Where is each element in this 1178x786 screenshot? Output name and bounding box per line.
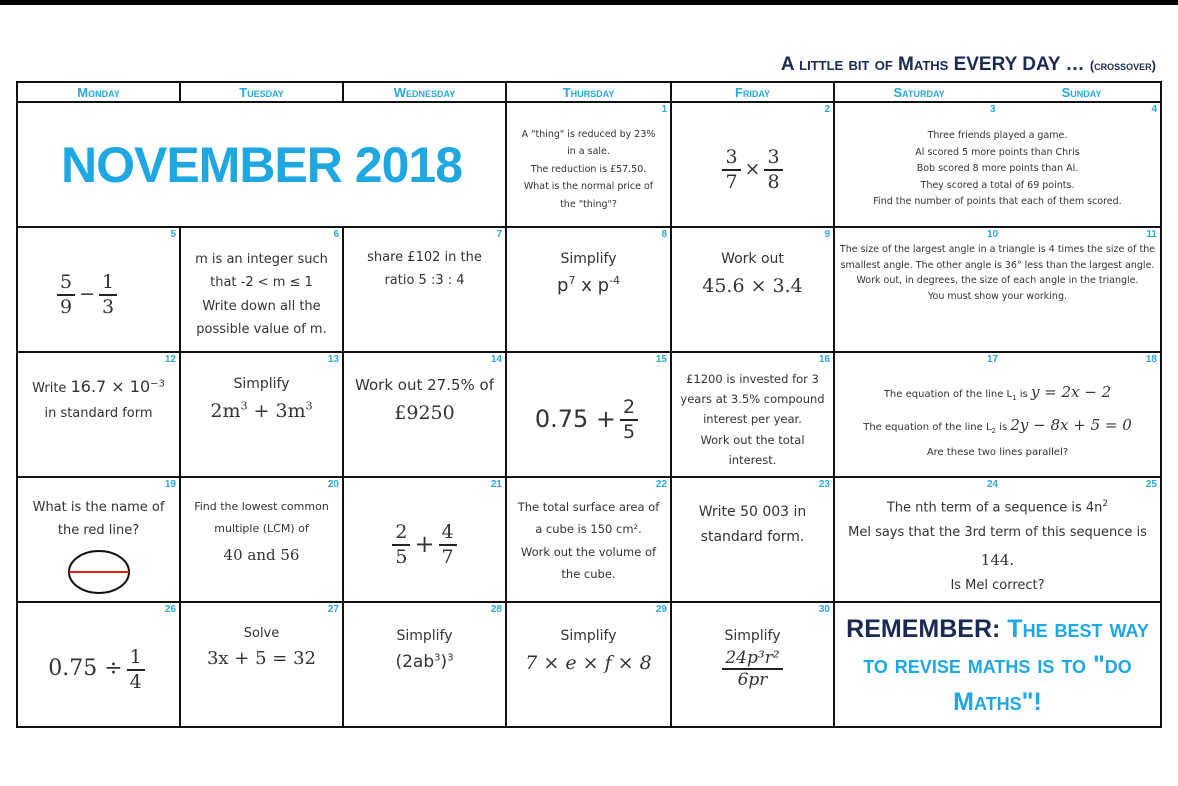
day-cell-2 xyxy=(671,102,834,227)
day-cell-20 xyxy=(180,477,343,602)
question-line: The reduction is £57.50. xyxy=(530,163,647,175)
fraction: $\frac{4}{7}$ xyxy=(439,521,457,569)
question-19 xyxy=(21,492,176,597)
operator: − xyxy=(79,282,96,305)
remember-heading: REMEMBER: xyxy=(846,615,1001,644)
top-border xyxy=(0,0,1178,5)
day-number: 22 xyxy=(655,479,667,490)
day-number: 26 xyxy=(164,604,176,615)
expression: $2m^3 + 3m^3$ xyxy=(210,399,313,423)
question-label: Simplify xyxy=(396,628,453,644)
day-header-saturday: Saturday xyxy=(893,84,945,100)
question-line: Al scored 5 more points than Chris xyxy=(915,146,1080,158)
question-line: 144. xyxy=(980,550,1015,569)
day-number: 30 xyxy=(818,604,830,615)
question-23 xyxy=(675,492,830,597)
question-line: Work out the total xyxy=(700,432,805,447)
question-line: possible value of m. xyxy=(196,321,327,337)
question-3 xyxy=(838,117,1157,222)
question-line: Three friends played a game. xyxy=(927,129,1068,141)
question-line: Is Mel correct? xyxy=(950,578,1045,594)
question-line: interest. xyxy=(728,452,777,467)
question-line: Work out 27.5% of xyxy=(355,376,494,394)
question-16 xyxy=(675,367,830,472)
week-row-1 xyxy=(17,102,1161,227)
day-cell-26 xyxy=(17,602,180,727)
expression: 3x + 5 = 32 xyxy=(206,648,316,670)
question-12 xyxy=(21,367,176,472)
remember-cell xyxy=(834,602,1161,727)
fraction: $\frac{1}{3}$ xyxy=(99,271,117,319)
question-line: Bob scored 8 more points than Al. xyxy=(916,163,1079,175)
question-line: share £102 in the xyxy=(367,250,482,265)
question-20 xyxy=(184,492,339,597)
question-line: The nth term of a sequence is $4n^2$ xyxy=(886,499,1109,516)
circle-diagram xyxy=(66,547,132,597)
question-line: m is an integer such xyxy=(195,251,328,267)
question-line: in a sale. xyxy=(567,146,610,158)
week-row-5 xyxy=(17,602,1161,727)
question-27 xyxy=(184,617,339,722)
question-30 xyxy=(675,617,830,722)
day-cell-10-11 xyxy=(834,227,1161,352)
day-number: 27 xyxy=(327,604,339,615)
question-line: The total surface area of xyxy=(517,500,660,514)
day-number: 19 xyxy=(164,479,176,490)
fraction: $\frac{3}{7}$ xyxy=(722,146,740,194)
week-row-4 xyxy=(17,477,1161,602)
question-label: Simplify xyxy=(724,628,781,644)
day-number: 24 xyxy=(987,479,999,490)
question-line: Are these two lines parallel? xyxy=(926,446,1069,458)
question-6 xyxy=(184,242,339,347)
question-15 xyxy=(510,367,667,472)
question-line: smallest angle. The other angle is 36° less than the largest angle. xyxy=(840,259,1155,271)
day-cell-22 xyxy=(506,477,671,602)
day-cell-3-4 xyxy=(834,102,1161,227)
day-cell-19 xyxy=(17,477,180,602)
question-line: the cube. xyxy=(561,567,616,582)
question-7 xyxy=(347,242,502,347)
question-22 xyxy=(510,492,667,597)
fraction: $\frac{3}{8}$ xyxy=(764,146,782,194)
question-line: You must show your working. xyxy=(927,291,1068,303)
fraction: $\frac{5}{9}$ xyxy=(57,271,75,319)
fraction: $\frac{\text{24p³r²}}{6pr}$ xyxy=(722,648,782,691)
expression: 45.6 × 3.4 xyxy=(702,275,803,298)
day-cell-21 xyxy=(343,477,506,602)
day-cell-5 xyxy=(17,227,180,352)
expression: 40 and 56 xyxy=(223,546,300,564)
day-cell-23 xyxy=(671,477,834,602)
question-line: standard form. xyxy=(700,528,805,545)
day-number: 29 xyxy=(655,604,667,615)
day-number: 9 xyxy=(824,229,830,240)
question-2 xyxy=(675,117,830,222)
question-line: interest per year. xyxy=(703,412,802,427)
day-cell-14 xyxy=(343,352,506,477)
question-label: Simplify xyxy=(560,628,617,644)
day-number: 5 xyxy=(170,229,176,240)
day-number: 13 xyxy=(327,354,339,365)
day-cell-29 xyxy=(506,602,671,727)
question-line: Write down all the xyxy=(202,298,321,314)
question-line: Write 50 003 in xyxy=(698,504,807,520)
question-1 xyxy=(510,117,667,222)
question-14 xyxy=(347,367,502,472)
week-row-2 xyxy=(17,227,1161,352)
question-28 xyxy=(347,617,502,722)
day-cell-1 xyxy=(506,102,671,227)
day-cell-30 xyxy=(671,602,834,727)
fraction: $\frac{1}{4}$ xyxy=(127,646,145,694)
day-header-friday: Friday xyxy=(671,82,834,102)
title-sub: (crossover) xyxy=(1089,58,1156,73)
day-cell-13 xyxy=(180,352,343,477)
question-line: that -2 < m ≤ 1 xyxy=(210,275,313,291)
question-line: Find the number of points that each of them scored. xyxy=(873,196,1122,208)
title-main: A little bit of Maths EVERY DAY … xyxy=(780,54,1085,75)
calendar-grid xyxy=(16,81,1162,728)
equation-line-1: The equation of the line $L_1$ is y = 2x − 2 xyxy=(883,382,1112,402)
question-8 xyxy=(510,242,667,347)
day-number: 28 xyxy=(490,604,502,615)
day-cell-6 xyxy=(180,227,343,352)
day-cell-24-25 xyxy=(834,477,1161,602)
question-line: Work out, in degrees, the size of each angle in the triangle. xyxy=(856,275,1139,287)
day-header-weekend xyxy=(834,82,1161,102)
day-number: 16 xyxy=(818,354,830,365)
question-line: a cube is 150 cm². xyxy=(535,522,642,537)
question-17 xyxy=(838,367,1157,472)
day-number: 6 xyxy=(333,229,339,240)
day-number: 14 xyxy=(490,354,502,365)
equation-line-2: The equation of the line $L_2$ is 2y − 8x + 5 = 0 xyxy=(863,415,1132,435)
month-title: NOVEMBER 2018 xyxy=(60,136,463,193)
question-line: ratio 5 :3 : 4 xyxy=(384,273,465,289)
question-10 xyxy=(838,242,1157,347)
day-cell-12 xyxy=(17,352,180,477)
day-cell-7 xyxy=(343,227,506,352)
fraction: $\frac{2}{5}$ xyxy=(392,521,410,569)
expression: Write $16.7 \times 10^{-3}$ xyxy=(32,377,165,396)
expression: £9250 xyxy=(394,401,455,424)
question-label: Simplify xyxy=(233,376,290,392)
question-line: A "thing" is reduced by 23% xyxy=(521,128,656,140)
question-29 xyxy=(510,617,667,722)
day-header-thursday: Thursday xyxy=(506,82,671,102)
day-number: 8 xyxy=(661,229,667,240)
weekday-header-row xyxy=(17,82,1161,102)
expression: $p^7$ x $p^{-4}$ xyxy=(557,274,620,297)
expression: 7 × e × f × 8 xyxy=(525,652,652,675)
expression: $(2ab^3)^3$ xyxy=(395,652,454,673)
day-number: 21 xyxy=(490,479,502,490)
day-cell-16 xyxy=(671,352,834,477)
day-cell-28 xyxy=(343,602,506,727)
day-number: 7 xyxy=(496,229,502,240)
question-13 xyxy=(184,367,339,472)
day-header-sunday: Sunday xyxy=(1061,84,1102,100)
day-header-wednesday: Wednesday xyxy=(343,82,506,102)
day-number: 23 xyxy=(818,479,830,490)
question-line: They scored a total of 69 points. xyxy=(920,179,1075,191)
day-cell-8 xyxy=(506,227,671,352)
question-5 xyxy=(21,242,176,347)
month-title-cell xyxy=(17,102,506,227)
day-number: 1 xyxy=(661,104,667,115)
remember-text: The best way to revise maths is to "do Maths"! xyxy=(863,615,1149,716)
question-26 xyxy=(21,617,176,722)
question-9 xyxy=(675,242,830,347)
day-number: 3 xyxy=(990,104,996,115)
question-label: Simplify xyxy=(560,251,617,267)
operator: + xyxy=(414,529,435,558)
week-row-3 xyxy=(17,352,1161,477)
question-line: The size of the largest angle in a triangle is 4 times the size of the xyxy=(839,244,1156,255)
expression: 0.75 ÷ xyxy=(48,656,123,682)
operator: × xyxy=(744,157,761,180)
question-line: Mel says that the 3rd term of this sequence is xyxy=(848,525,1147,541)
question-line: the "thing"? xyxy=(560,198,617,210)
question-line: in standard form xyxy=(44,405,153,421)
day-number: 18 xyxy=(1145,354,1157,365)
day-header-tuesday: Tuesday xyxy=(180,82,343,102)
day-cell-17-18 xyxy=(834,352,1161,477)
question-line: £1200 is invested for 3 xyxy=(686,372,819,387)
day-number: 15 xyxy=(655,354,667,365)
day-number: 10 xyxy=(987,229,999,240)
question-line: multiple (LCM) of xyxy=(214,522,309,535)
day-header-monday: Monday xyxy=(17,82,180,102)
question-label: Solve xyxy=(243,626,280,641)
question-line: Work out the volume of xyxy=(520,544,657,559)
day-number: 2 xyxy=(824,104,830,115)
question-line: What is the name of xyxy=(32,500,165,515)
question-line: years at 3.5% compound xyxy=(680,392,825,407)
day-number: 11 xyxy=(1146,229,1157,240)
day-cell-15 xyxy=(506,352,671,477)
question-line: Find the lowest common xyxy=(194,500,329,513)
day-number: 17 xyxy=(987,354,999,365)
question-21 xyxy=(347,492,502,597)
document-title xyxy=(781,54,1156,76)
question-24 xyxy=(838,492,1157,597)
remember-message xyxy=(839,609,1156,722)
day-number: 20 xyxy=(327,479,339,490)
day-cell-9 xyxy=(671,227,834,352)
question-label: Work out xyxy=(721,251,784,267)
question-line: the red line? xyxy=(57,523,140,539)
day-number: 4 xyxy=(1151,104,1157,115)
day-number: 12 xyxy=(164,354,176,365)
fraction: $\frac{2}{5}$ xyxy=(620,396,638,444)
day-number: 25 xyxy=(1145,479,1157,490)
question-line: What is the normal price of xyxy=(523,181,654,193)
day-cell-27 xyxy=(180,602,343,727)
expression: 0.75 + xyxy=(534,404,617,433)
